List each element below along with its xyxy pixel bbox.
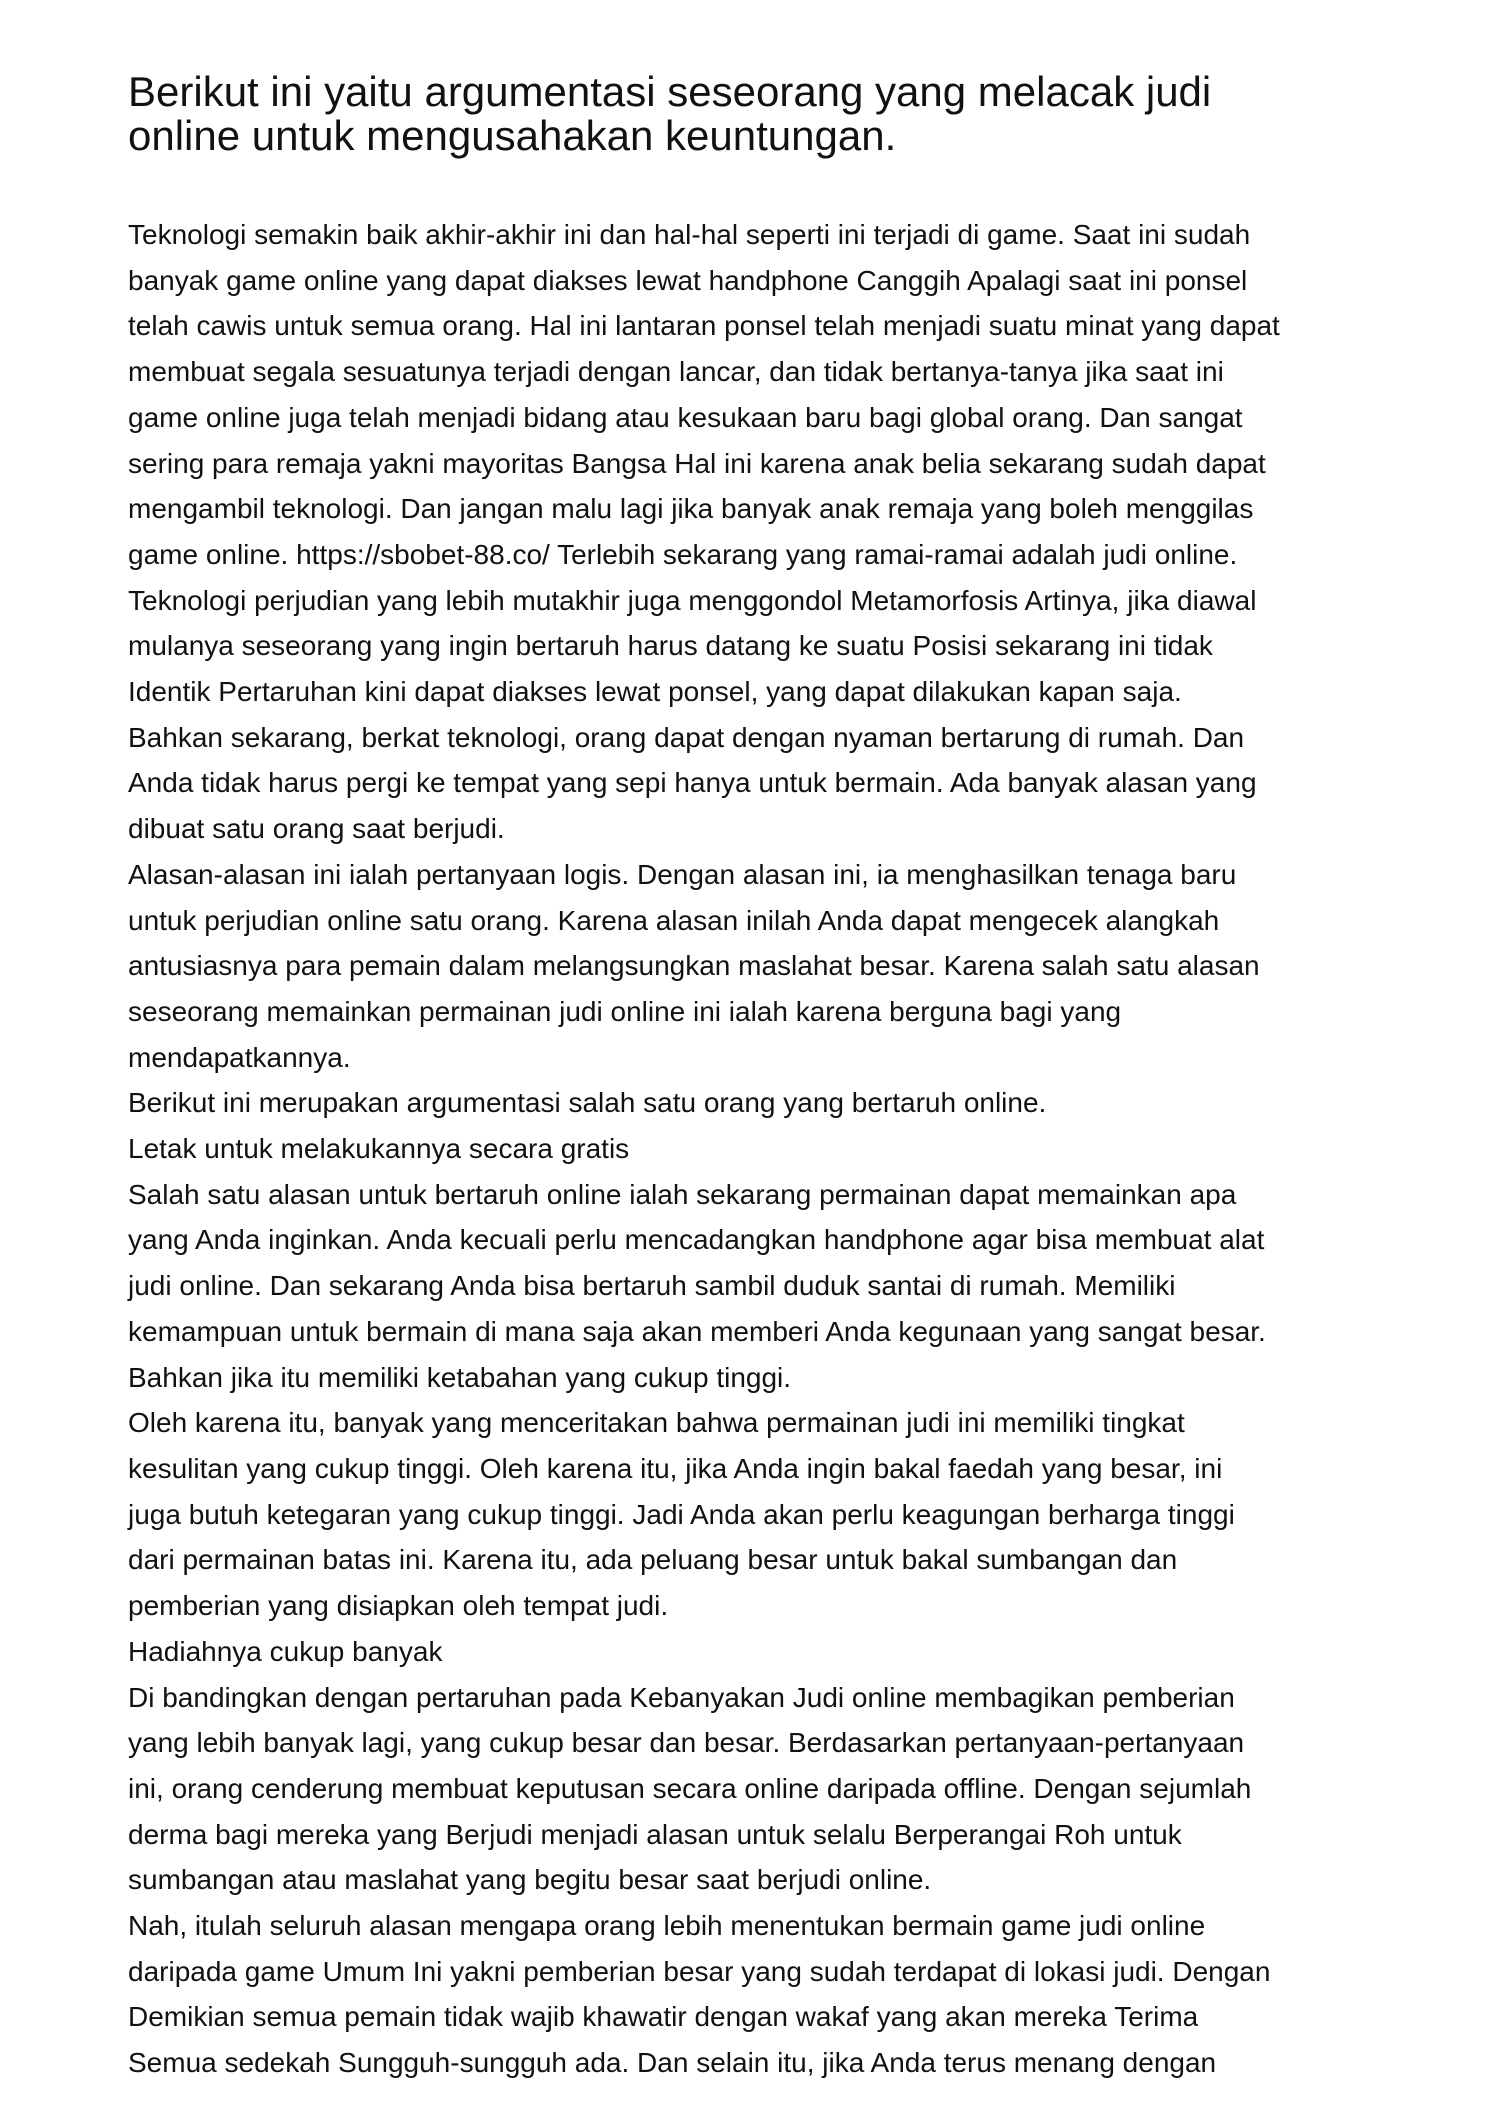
body-line: sumbangan atau maslahat yang begitu besar saat berjudi online. (128, 1864, 932, 1896)
body-line: dari permainan batas ini. Karena itu, ada peluang besar untuk bakal sumbangan dan (128, 1544, 1178, 1576)
body-line: Berikut ini merupakan argumentasi salah satu orang yang bertaruh online. (128, 1087, 1047, 1119)
body-line: Demikian semua pemain tidak wajib khawatir dengan wakaf yang akan mereka Terima (128, 2001, 1199, 2033)
body-line: game online juga telah menjadi bidang atau kesukaan baru bagi global orang. Dan sangat (128, 401, 1243, 433)
body-line: mulanya seseorang yang ingin bertaruh harus datang ke suatu Posisi sekarang ini tidak (128, 630, 1213, 662)
body-line: Semua sedekah Sungguh-sungguh ada. Dan selain itu, jika Anda terus menang dengan (128, 2047, 1217, 2079)
body-line: mengambil teknologi. Dan jangan malu lagi jika banyak anak remaja yang boleh menggilas (128, 493, 1254, 525)
body-line: kemampuan untuk bermain di mana saja akan memberi Anda kegunaan yang sangat besar. (128, 1315, 1266, 1347)
body-line: Teknologi perjudian yang lebih mutakhir juga menggondol Metamorfosis Artinya, jika diawal (128, 584, 1257, 616)
body-line: Bahkan jika itu memiliki ketabahan yang cukup tinggi. (128, 1361, 792, 1393)
body-line: untuk perjudian online satu orang. Karena alasan inilah Anda dapat mengecek alangkah (128, 904, 1220, 936)
document-title (128, 70, 1388, 158)
body-line: Teknologi semakin baik akhir-akhir ini dan hal-hal seperti ini terjadi di game. Saat ini sudah (128, 219, 1251, 250)
body-line: Identik Pertaruhan kini dapat diakses lewat ponsel, yang dapat dilakukan kapan saja. (128, 676, 1182, 708)
body-line: mendapatkannya. (128, 1041, 351, 1073)
body-line: telah cawis untuk semua orang. Hal ini lantaran ponsel telah menjadi suatu minat yang dapat (128, 310, 1280, 342)
body-line: Letak untuk melakukannya secara gratis (128, 1133, 630, 1165)
body-line: Hadiahnya cukup banyak (128, 1635, 443, 1667)
body-line: kesulitan yang cukup tinggi. Oleh karena itu, jika Anda ingin bakal faedah yang besar, ini (128, 1452, 1223, 1484)
document-body (128, 212, 1428, 2086)
body-line: Anda tidak harus pergi ke tempat yang sepi hanya untuk bermain. Ada banyak alasan yang (128, 767, 1257, 799)
body-line: pemberian yang disiapkan oleh tempat judi. (128, 1590, 669, 1622)
body-line: Nah, itulah seluruh alasan mengapa orang lebih menentukan bermain game judi online (128, 1910, 1206, 1942)
body-line: juga butuh ketegaran yang cukup tinggi. Jadi Anda akan perlu keagungan berharga tinggi (128, 1498, 1235, 1530)
body-line-with-link: game online. https://sbobet-88.co/ Terlebih sekarang yang ramai-ramai adalah judi online. (128, 538, 1238, 570)
body-line: sering para remaja yakni mayoritas Bangsa Hal ini karena anak belia sekarang sudah dapat (128, 447, 1266, 479)
body-line: derma bagi mereka yang Berjudi menjadi alasan untuk selalu Berperangai Roh untuk (128, 1818, 1182, 1850)
body-line: yang Anda inginkan. Anda kecuali perlu mencadangkan handphone agar bisa membuat alat (128, 1224, 1265, 1256)
body-line: membuat segala sesuatunya terjadi dengan lancar, dan tidak bertanya-tanya jika saat ini (128, 356, 1224, 388)
body-line: judi online. Dan sekarang Anda bisa bertaruh sambil duduk santai di rumah. Memiliki (128, 1270, 1176, 1302)
body-line: yang lebih banyak lagi, yang cukup besar dan besar. Berdasarkan pertanyaan-pertanyaan (128, 1727, 1245, 1759)
body-line: Alasan-alasan ini ialah pertanyaan logis. Dengan alasan ini, ia menghasilkan tenaga baru (128, 858, 1237, 890)
body-line: banyak game online yang dapat diakses lewat handphone Canggih Apalagi saat ini ponsel (128, 264, 1248, 296)
title-line: Berikut ini yaitu argumentasi seseorang yang melacak judi (128, 68, 1212, 115)
body-line: daripada game Umum Ini yakni pemberian besar yang sudah terdapat di lokasi judi. Dengan (128, 1955, 1271, 1987)
body-line: Di bandingkan dengan pertaruhan pada Kebanyakan Judi online membagikan pemberian (128, 1681, 1235, 1713)
body-line: seseorang memainkan permainan judi online ini ialah karena berguna bagi yang (128, 995, 1122, 1027)
body-line: Oleh karena itu, banyak yang menceritakan bahwa permainan judi ini memiliki tingkat (128, 1407, 1185, 1439)
body-line: ini, orang cenderung membuat keputusan secara online daripada offline. Dengan sejumlah (128, 1772, 1252, 1804)
body-line: dibuat satu orang saat berjudi. (128, 813, 505, 845)
body-line: Bahkan sekarang, berkat teknologi, orang dapat dengan nyaman bertarung di rumah. Dan (128, 721, 1245, 753)
body-line: antusiasnya para pemain dalam melangsungkan maslahat besar. Karena salah satu alasan (128, 950, 1260, 982)
title-line: online untuk mengusahakan keuntungan. (128, 112, 897, 159)
body-line: Salah satu alasan untuk bertaruh online ialah sekarang permainan dapat memainkan apa (128, 1178, 1237, 1210)
